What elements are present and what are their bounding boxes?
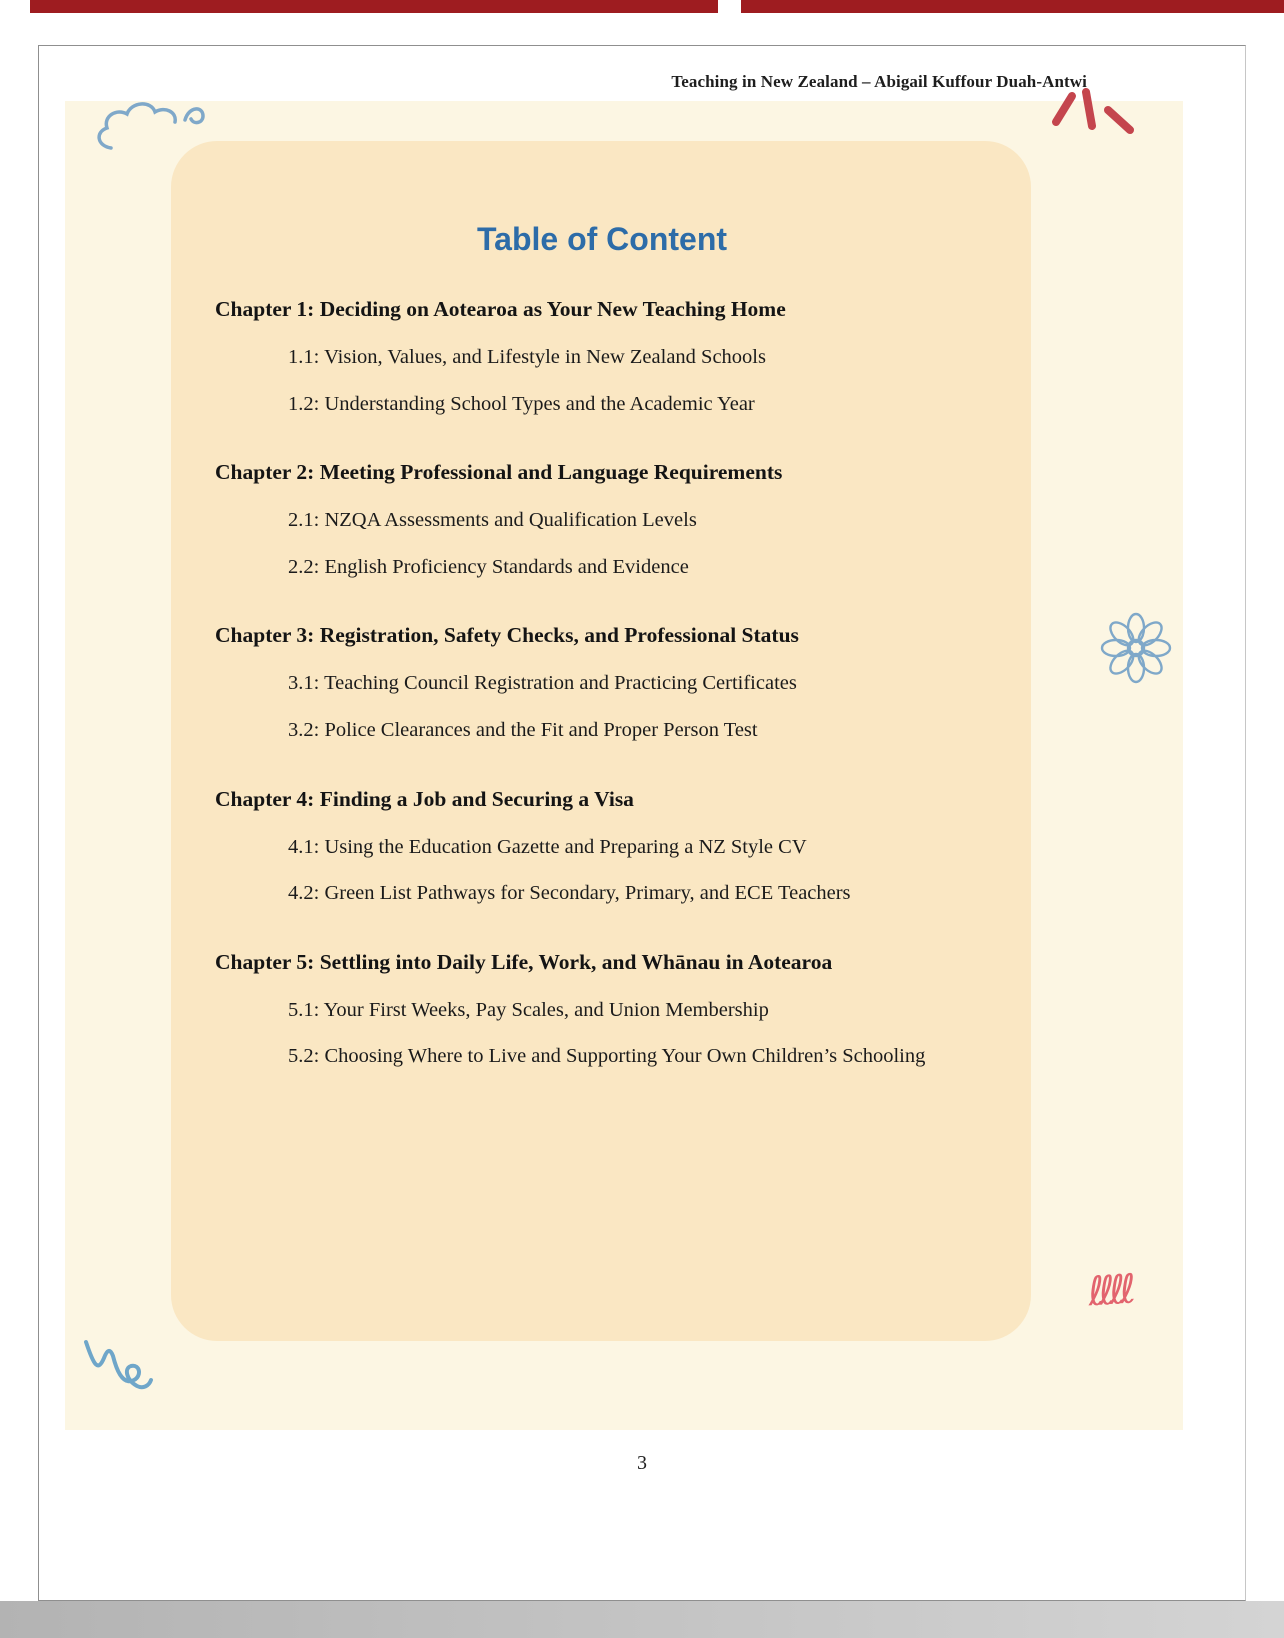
page-number: 3 xyxy=(637,1452,647,1474)
cream-background xyxy=(65,101,1183,1430)
toc-item: 1.1: Vision, Values, and Lifestyle in New Zealand Schools xyxy=(288,345,766,368)
toc-chapter xyxy=(215,459,989,580)
running-header-title: Teaching in New Zealand – Abigail Kuffour Duah-Antwi xyxy=(671,72,1087,91)
toc-panel xyxy=(171,141,1031,1341)
toc-item: 1.2: Understanding School Types and the Academic Year xyxy=(288,392,755,415)
toc-item: 3.2: Police Clearances and the Fit and Proper Person Test xyxy=(288,719,758,742)
toc-item: 4.2: Green List Pathways for Secondary, Primary, and ECE Teachers xyxy=(288,882,851,905)
chapter-heading: Chapter 1: Deciding on Aotearoa as Your New Teaching Home xyxy=(215,297,786,321)
top-edge-red-bar-left xyxy=(30,0,718,13)
document-page xyxy=(38,45,1246,1601)
toc-title: Table of Content xyxy=(476,221,728,257)
toc-chapter xyxy=(215,296,989,417)
toc-item: 4.1: Using the Education Gazette and Preparing a NZ Style CV xyxy=(288,835,807,858)
top-edge-red-bar-right xyxy=(741,0,1284,13)
toc-chapter xyxy=(215,949,989,1070)
bottom-edge-strip xyxy=(0,1601,1284,1638)
toc-chapter xyxy=(215,786,989,907)
loops-doodle: ℓℓℓℓ xyxy=(1086,1266,1132,1316)
toc-item: 5.1: Your First Weeks, Pay Scales, and Union Membership xyxy=(288,998,769,1021)
toc-item: 5.2: Choosing Where to Live and Supporting Your Own Children’s Schooling xyxy=(288,1045,926,1068)
toc-item: 2.2: English Proficiency Standards and Evidence xyxy=(288,555,689,578)
chapter-heading: Chapter 5: Settling into Daily Life, Work, and Whānau in Aotearoa xyxy=(215,949,833,974)
chapter-heading: Chapter 3: Registration, Safety Checks, and Professional Status xyxy=(215,623,799,648)
toc-chapter xyxy=(215,622,989,743)
toc-item: 2.1: NZQA Assessments and Qualification Levels xyxy=(288,509,697,532)
chapter-heading: Chapter 2: Meeting Professional and Language Requirements xyxy=(215,460,783,485)
toc-item: 3.1: Teaching Council Registration and Practicing Certificates xyxy=(288,672,797,695)
chapter-heading: Chapter 4: Finding a Job and Securing a Visa xyxy=(215,786,634,811)
